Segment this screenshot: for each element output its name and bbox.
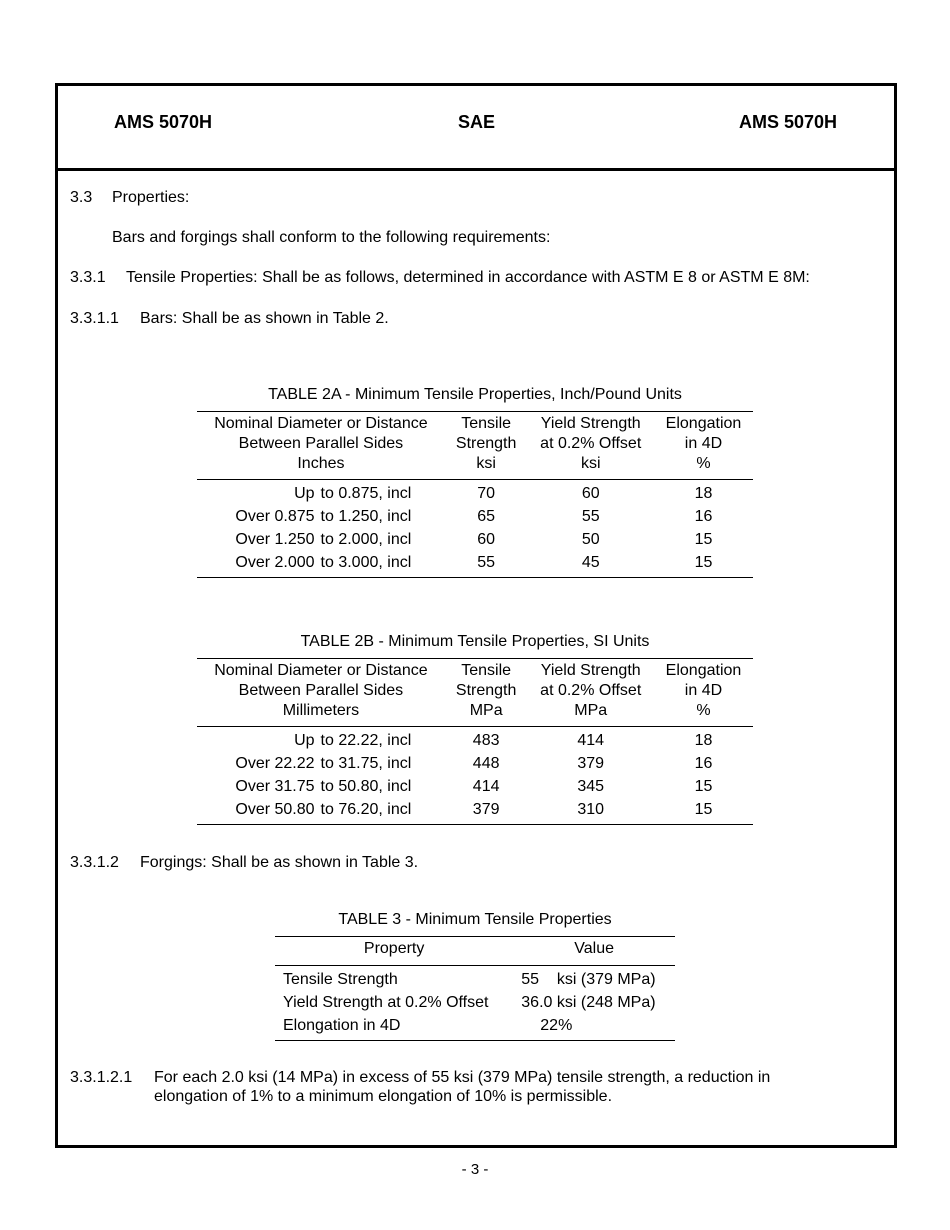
elongation-cell: 16 [694,508,713,525]
tensile-cell: 60 [477,531,496,548]
section-number: 3.3.1.1 [70,310,119,327]
yield-cell: 310 [577,801,605,818]
yield-cell: 379 [577,755,605,772]
column-header-diameter: Nominal Diameter or Distance Between Parallel Sides Millimeters [214,662,428,719]
section-text: Bars: Shall be as shown in Table 2. [140,310,389,327]
tensile-cell: 70 [477,485,496,502]
column-header-yield: Yield Strength at 0.2% Offset MPa [540,662,642,719]
elongation-cell: 18 [694,485,713,502]
tensile-cell: 65 [477,508,496,525]
column-header-elongation: Elongation in 4D % [665,415,742,472]
table-2b [197,633,753,825]
diameter-cell: Over 50.80 to 76.20, incl [235,801,412,818]
section-3-3-1-2 [70,854,418,872]
diameter-cell: Up to 22.22, incl [294,732,412,749]
diameter-cell: Over 1.250 to 2.000, incl [235,531,412,548]
section-3-3-1-2-1-number: 3.3.1.2.1 [70,1069,133,1086]
yield-cell: 45 [581,554,600,571]
tensile-cell: 414 [472,778,500,795]
section-3-3-body: Bars and forgings shall conform to the following requirements: [112,229,551,246]
section-text: Forgings: Shall be as shown in Table 3. [140,854,419,871]
tensile-cell: 379 [472,801,500,818]
page-header [58,86,894,171]
diameter-cell: Over 31.75 to 50.80, incl [235,778,412,795]
yield-cell: 60 [581,485,600,502]
table-3 [275,911,675,1041]
section-text: Tensile Properties: Shall be as follows, determined in accordance with ASTM E 8 or ASTM E 8M: [126,269,810,286]
elongation-cell: 15 [694,554,713,571]
table-row [197,480,753,506]
yield-cell: 50 [581,531,600,548]
table-row [197,752,753,775]
table-row [197,551,753,578]
elongation-cell: 15 [694,531,713,548]
header-doc-id-left: AMS 5070H [114,112,213,132]
section-3-3-1-2-1-line-1: For each 2.0 ksi (14 MPa) in excess of 55 ksi (379 MPa) tensile strength, a reduction in [154,1069,771,1086]
table-caption: TABLE 3 - Minimum Tensile Properties [338,911,612,928]
section-3-3-1 [70,269,810,287]
elongation-cell: 15 [694,801,713,818]
table-row [275,966,675,992]
column-header-tensile: Tensile Strength MPa [455,662,517,719]
column-header-property: Property [363,940,425,957]
table-row [275,1014,675,1041]
section-3-3-1-2-1-line-2: elongation of 1% to a minimum elongation of 10% is permissible. [154,1088,613,1105]
header-doc-id-right: AMS 5070H [739,112,838,132]
diameter-cell: Over 22.22 to 31.75, incl [235,755,412,772]
table-row [197,798,753,825]
tensile-cell: 55 [477,554,496,571]
column-header-tensile: Tensile Strength ksi [455,415,517,472]
yield-cell: 414 [577,732,605,749]
table-row [197,775,753,798]
table-row [197,727,753,753]
section-number: 3.3.1 [70,269,106,286]
page-number: - 3 - [461,1161,489,1178]
property-cell: Elongation in 4D [283,1017,401,1034]
table-header-row [275,937,675,966]
section-title: Properties: [112,189,190,206]
table-caption: TABLE 2B - Minimum Tensile Properties, SI Units [300,633,650,650]
diameter-cell: Over 2.000 to 3.000, incl [235,554,412,571]
property-cell: Tensile Strength [283,971,398,988]
diameter-cell: Up to 0.875, incl [294,485,412,502]
property-cell: Yield Strength at 0.2% Offset [283,994,489,1011]
table-row [275,991,675,1014]
column-header-elongation: Elongation in 4D % [665,662,742,719]
table-header-row [197,412,753,480]
diameter-cell: Over 0.875 to 1.250, incl [235,508,412,525]
elongation-cell: 15 [694,778,713,795]
yield-cell: 345 [577,778,605,795]
table-2a [197,386,753,578]
table-caption: TABLE 2A - Minimum Tensile Properties, Inch/Pound Units [268,386,682,403]
table-header-row [197,659,753,727]
column-header-yield: Yield Strength at 0.2% Offset ksi [540,415,642,472]
section-number: 3.3 [70,189,93,206]
column-header-diameter: Nominal Diameter or Distance Between Parallel Sides Inches [214,415,428,472]
section-3-3-1-1 [70,310,389,328]
section-number: 3.3.1.2 [70,854,119,871]
table-row [197,505,753,528]
header-org: SAE [458,112,496,132]
value-cell: 55 ksi (379 MPa) [521,971,656,988]
tensile-cell: 483 [472,732,500,749]
tensile-cell: 448 [472,755,500,772]
table-row [197,528,753,551]
value-cell: 36.0 ksi (248 MPa) [521,994,656,1011]
section-3-3-heading [70,189,189,207]
elongation-cell: 18 [694,732,713,749]
yield-cell: 55 [581,508,600,525]
column-header-value: Value [574,940,614,957]
value-cell: 22% [540,1017,573,1034]
elongation-cell: 16 [694,755,713,772]
